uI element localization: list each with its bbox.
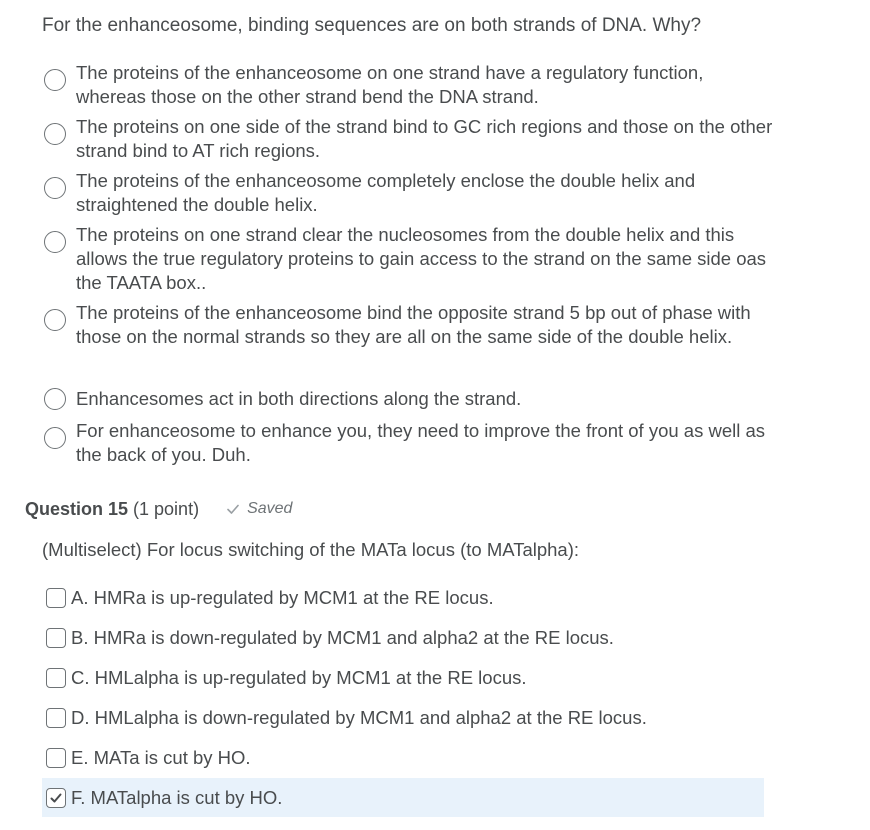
radio-option-3[interactable] [44,169,776,217]
radio-option-5[interactable] [44,301,776,349]
question-points: (1 point) [133,499,200,519]
radio-button[interactable] [44,309,66,331]
checkbox[interactable] [46,588,66,608]
radio-option-label: The proteins on one strand clear the nucleosomes from the double helix and this allows the true regulatory proteins to gain access to the strand on the same side oas the TAATA box.. [76,224,767,293]
radio-option-label: The proteins of the enhanceosome bind the opposite strand 5 bp out of phase with those on the normal strands so they are all on the same side of the double helix. [76,302,751,347]
radio-button[interactable] [44,231,66,253]
checkbox[interactable] [46,748,66,768]
radio-button[interactable] [44,427,66,449]
radio-option-2[interactable] [44,115,776,163]
checkbox-option-b[interactable] [42,619,764,657]
radio-option-label: For enhanceosome to enhance you, they need to improve the front of you as well as the back of you. Duh. [76,420,766,465]
radio-button[interactable] [44,177,66,199]
checkbox-option-d[interactable] [42,699,764,737]
checkmark-icon [225,501,241,517]
radio-option-1[interactable] [44,61,776,109]
checkmark-icon [49,791,63,805]
radio-option-label: Enhancesomes act in both directions along the strand. [76,388,522,409]
radio-option-label: The proteins of the enhanceosome on one strand have a regulatory function, whereas those on the other strand bend the DNA strand. [76,62,704,107]
checkbox-option-c[interactable] [42,659,764,697]
checkbox-option-f[interactable] [42,778,764,817]
radio-button[interactable] [44,388,66,410]
checkbox[interactable] [46,708,66,728]
radio-button[interactable] [44,69,66,91]
checkbox-option-label: E. MATa is cut by HO. [71,747,251,768]
checkbox-checked[interactable] [46,788,66,808]
checkbox-option-a[interactable] [42,579,764,617]
radio-option-4[interactable] [44,223,776,295]
radio-button[interactable] [44,123,66,145]
question-14-prompt: For the enhanceosome, binding sequences are on both strands of DNA. Why? [42,15,702,36]
radio-option-label: The proteins of the enhanceosome completely enclose the double helix and straightened the double helix. [76,170,696,215]
checkbox-option-label: D. HMLalpha is down-regulated by MCM1 and alpha2 at the RE locus. [71,707,647,728]
checkbox[interactable] [46,628,66,648]
question-15-prompt: (Multiselect) For locus switching of the MATa locus (to MATalpha): [42,539,580,560]
question-15-header [25,496,292,522]
checkbox-option-label: F. MATalpha is cut by HO. [71,786,283,808]
saved-status [225,496,292,522]
checkbox-option-label: C. HMLalpha is up-regulated by MCM1 at the RE locus. [71,667,527,688]
checkbox-option-label: B. HMRa is down-regulated by MCM1 and alpha2 at the RE locus. [71,627,614,648]
checkbox[interactable] [46,668,66,688]
checkbox-option-label: A. HMRa is up-regulated by MCM1 at the RE locus. [71,587,494,608]
radio-option-label: The proteins on one side of the strand bind to GC rich regions and those on the other strand bind to AT rich regions. [76,116,773,161]
saved-label: Saved [247,500,293,517]
checkbox-option-e[interactable] [42,739,764,777]
radio-option-6[interactable] [44,387,776,411]
question-title: Question 15 [25,499,129,519]
radio-option-7[interactable] [44,419,776,467]
